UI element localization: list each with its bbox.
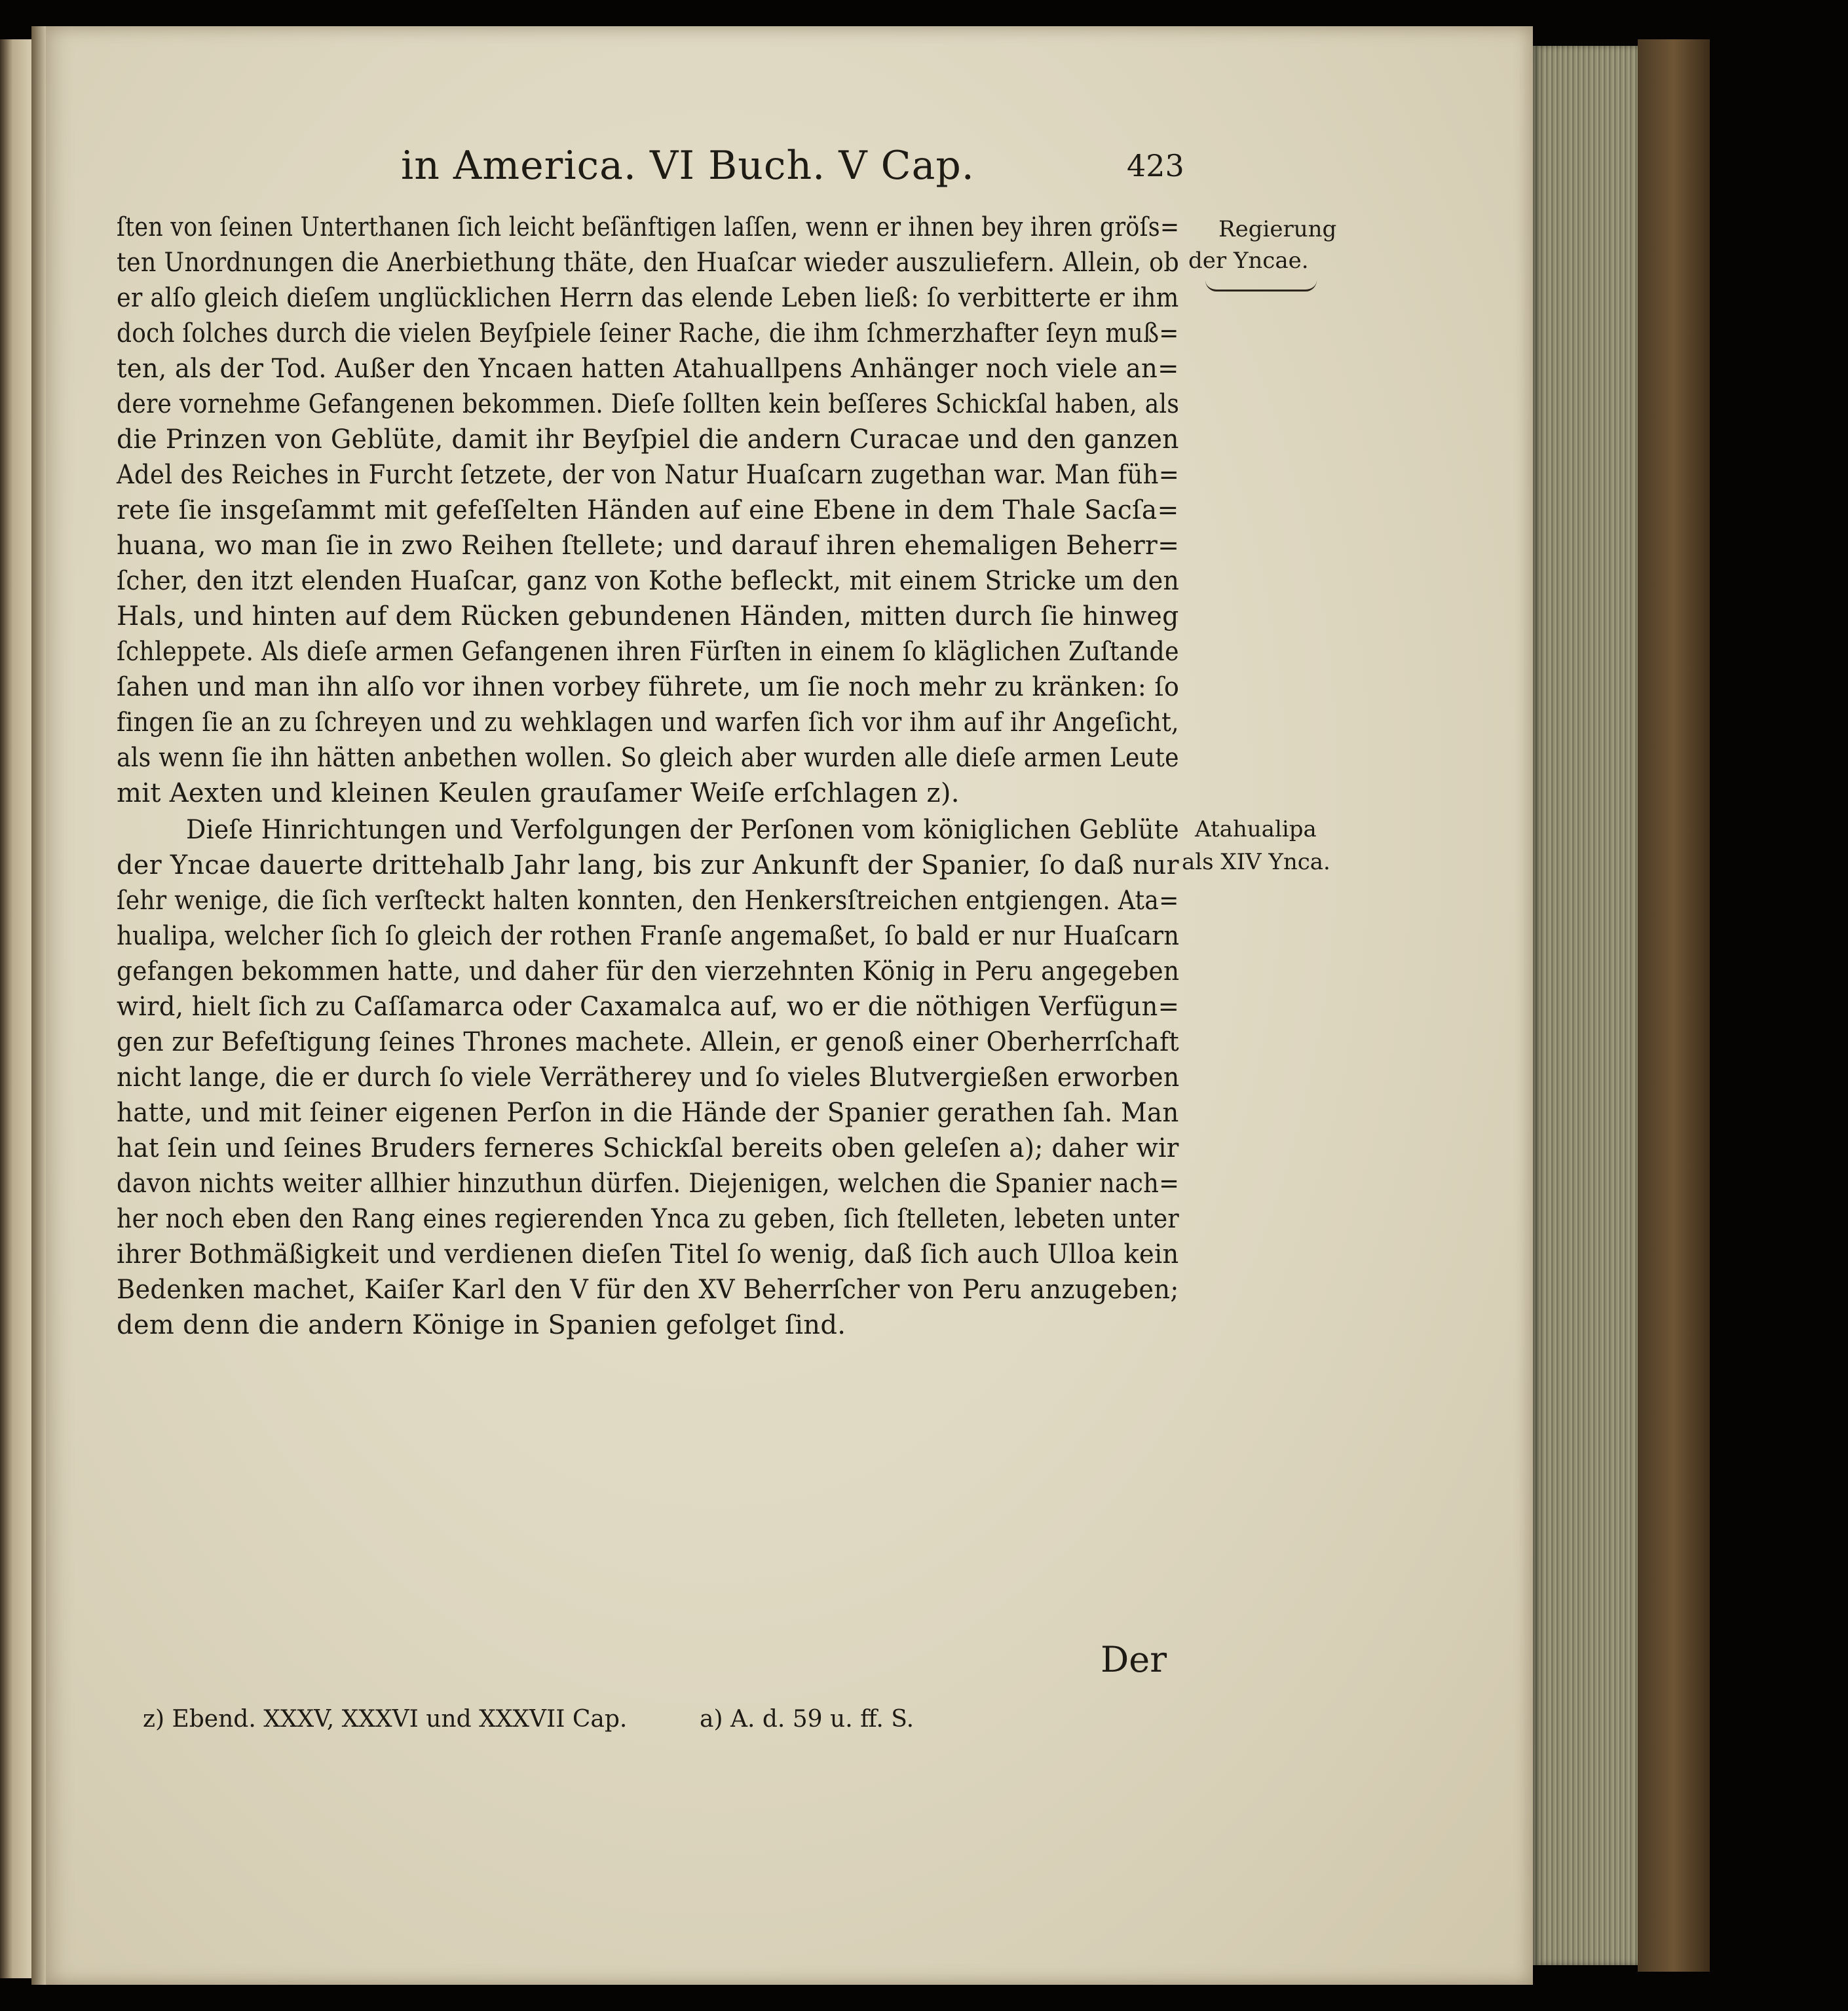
text-line: ſcher, den itzt elenden Huaſcar, ganz von Kothe befleckt, mit einem Stricke um den — [117, 566, 1180, 596]
text-line: huana, wo man ſie in zwo Reihen ſtellete; und darauf ihren ehemaligen Beherr= — [117, 531, 1180, 561]
text-line: hat ſein und ſeines Bruders ferneres Schickſal bereits oben geleſen a); daher wir — [117, 1133, 1179, 1163]
text-line: fingen ſie an zu ſchreyen und zu wehklagen und warfen ſich vor ihm auf ihr Angeſicht, — [117, 707, 1179, 738]
footnote-a: a) A. d. 59 u. ff. S. — [700, 1706, 915, 1733]
text-line: die Prinzen von Geblüte, damit ihr Beyſpiel die andern Curacae und den ganzen — [117, 424, 1179, 455]
text-line: ſchleppete. Als dieſe armen Gefangenen ihren Fürſten in einem ſo kläglichen Zuſtande — [117, 637, 1179, 667]
text-line: dere vornehme Gefangenen bekommen. Dieſe ſollten kein beſſeres Schickſal haben, als — [117, 389, 1180, 419]
text-line: davon nichts weiter allhier hinzuthun dürfen. Diejenigen, welchen die Spanier nach= — [117, 1169, 1180, 1199]
text-line: ſten von ſeinen Unterthanen ſich leicht beſänftigen laſſen, wenn er ihnen bey ihren gröſs= — [117, 212, 1180, 242]
text-line: hualipa, welcher ſich ſo gleich der rothen Franſe angemaßet, ſo bald er nur Huaſcarn — [117, 921, 1180, 951]
marginal-note: als XIV Ynca. — [1182, 849, 1330, 875]
text-line: der Yncae dauerte drittehalb Jahr lang, bis zur Ankunft der Spanier, ſo daß nur — [117, 850, 1179, 880]
text-line: ten Unordnungen die Anerbiethung thäte, den Huaſcar wieder auszuliefern. Allein, ob — [117, 248, 1180, 278]
previous-page-edge — [0, 39, 31, 1978]
text-line: ſehr wenige, die ſich verſteckt halten konnten, den Henkersſtreichen entgiengen. Ata= — [117, 886, 1179, 916]
text-line: Hals, und hinten auf dem Rücken gebundenen Händen, mitten durch ſie hinweg — [117, 601, 1179, 631]
text-line: her noch eben den Rang eines regierenden Ynca zu geben, ſich ſtelleten, lebeten unter — [117, 1204, 1179, 1234]
footnote-z: z) Ebend. XXXV, XXXVI und XXXVII Cap. — [143, 1706, 628, 1733]
text-line: wird, hielt ſich zu Caſſamarca oder Caxamalca auf, wo er die nöthigen Verfügun= — [117, 992, 1180, 1022]
marginal-note: Regierung — [1218, 216, 1337, 242]
text-line: mit Aexten und kleinen Keulen grauſamer Weiſe erſchlagen z). — [117, 778, 960, 808]
text-line: gen zur Befeſtigung ſeines Thrones machete. Allein, er genoß einer Oberherrſchaft — [117, 1027, 1179, 1057]
text-line: Adel des Reiches in Furcht ſetzete, der von Natur Huaſcarn zugethan war. Man füh= — [117, 460, 1180, 490]
marginal-brace — [1205, 280, 1317, 291]
text-line: dem denn die andern Könige in Spanien gefolget ſind. — [117, 1310, 846, 1340]
text-line: doch ſolches durch die vielen Beyſpiele ſeiner Rache, die ihm ſchmerzhafter ſeyn muß= — [117, 318, 1179, 348]
marginal-note: Atahualipa — [1195, 816, 1317, 842]
catchword: Der — [1101, 1639, 1167, 1680]
text-line: ten, als der Tod. Außer den Yncaen hatten Atahuallpens Anhänger noch viele an= — [117, 354, 1179, 384]
marginal-note: der Yncae. — [1188, 248, 1309, 274]
text-line: gefangen bekommen hatte, und daher für den vierzehnten König in Peru angegeben — [117, 956, 1180, 987]
text-line: als wenn ſie ihn hätten anbethen wollen. So gleich aber wurden alle dieſe armen Leute — [117, 743, 1179, 773]
text-line: nicht lange, die er durch ſo viele Verrätherey und ſo vieles Blutvergießen erworben — [117, 1062, 1180, 1093]
text-line: hatte, und mit ſeiner eigenen Perſon in die Hände der Spanier gerathen ſah. Man — [117, 1098, 1179, 1128]
text-line: Bedenken machet, Kaiſer Karl den V für den XV Beherrſcher von Peru anzugeben; — [117, 1275, 1179, 1305]
text-line: ſahen und man ihn alſo vor ihnen vorbey führete, um ſie noch mehr zu kränken: ſo — [117, 672, 1180, 702]
text-line: Dieſe Hinrichtungen und Verfolgungen der Perſonen vom königlichen Geblüte — [186, 815, 1179, 845]
book-cover-edge — [1638, 39, 1710, 1972]
page-number: 423 — [1127, 148, 1184, 183]
running-head: in America. VI Buch. V Cap. — [401, 143, 975, 189]
text-line: er alſo gleich dieſem unglücklichen Herrn das elende Leben ließ: ſo verbitterte er ihm — [117, 283, 1179, 313]
book-gutter — [31, 26, 46, 1985]
text-line: ihrer Bothmäßigkeit und verdienen dieſen Titel ſo wenig, daß ſich auch Ulloa kein — [117, 1239, 1179, 1269]
text-line: rete ſie insgeſammt mit gefeſſelten Händen auf eine Ebene in dem Thale Sacſa= — [117, 495, 1179, 525]
page-block-edges — [1533, 46, 1638, 1965]
